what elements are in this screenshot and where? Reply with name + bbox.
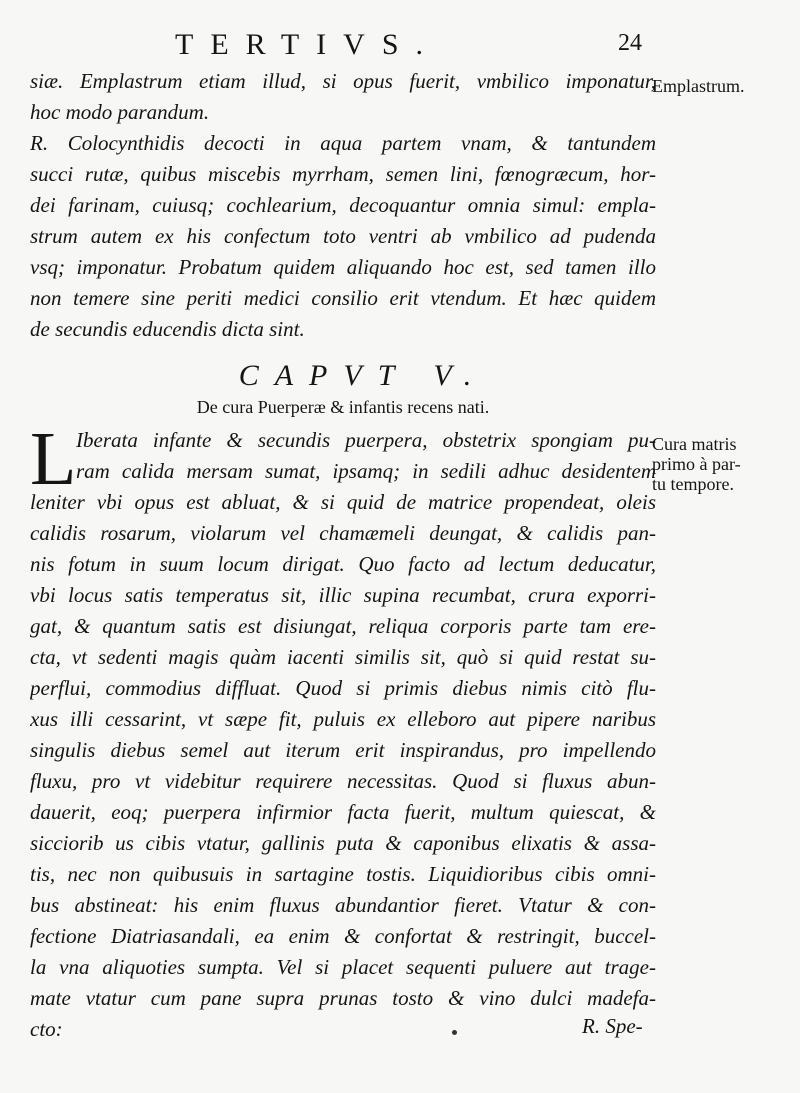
margin-note-cura-matris <box>652 434 741 494</box>
text-line: tis, nec non quibusuis in sartagine tostis. Liquidioribus cibis omni- <box>30 862 656 886</box>
chapter-body <box>30 417 656 1045</box>
text-line: non temere sine periti medici consilio erit vtendum. Et hæc quidem <box>30 286 656 310</box>
text-line: fluxu, pro vt videbitur requirere necessitas. Quod si fluxus abun- <box>30 769 656 793</box>
running-header: TERTIVS. <box>175 28 441 61</box>
text-line: perflui, commodius diffluat. Quod si primis diebus nimis citò flu- <box>30 676 656 700</box>
printer-dot <box>452 1030 457 1035</box>
text-line: nis fotum in suum locum dirigat. Quo facto ad lectum deducatur, <box>30 552 656 576</box>
page-number: 24 <box>618 30 642 56</box>
text-line: dauerit, eoq; puerpera infirmior facta fuerit, multum quiescat, & <box>30 800 656 824</box>
text-line: cto: <box>30 1017 63 1041</box>
text-line: fectione Diatriasandali, ea enim & confortat & restringit, buccel- <box>30 924 656 948</box>
chapter-heading: CAPVT V. <box>238 359 488 392</box>
text-line: hoc modo parandum. <box>30 100 210 124</box>
text-line: cta, vt sedenti magis quàm iacenti similis sit, quò si quid restat su- <box>30 645 656 669</box>
text-line: de secundis educendis dicta sint. <box>30 317 305 341</box>
margin-note-line: tu tempore. <box>652 474 734 494</box>
text-line: calidis rosarum, violarum vel chamæmeli deungat, & calidis pan- <box>30 521 656 545</box>
text-line: leniter vbi opus est abluat, & si quid de matrice propendeat, oleis <box>30 490 656 514</box>
text-line: gat, & quantum satis est disiungat, reliqua corporis parte tam ere- <box>30 614 656 638</box>
drop-cap: L <box>30 417 77 501</box>
paragraph-emplastrum <box>30 66 656 128</box>
text-line: xus illi cessarint, vt sæpe fit, puluis ex elleboro aut pipere naribus <box>30 707 656 731</box>
text-line: bus abstineat: his enim fluxus abundantior fieret. Vtatur & con- <box>30 893 656 917</box>
catchword: R. Spe- <box>582 1014 643 1038</box>
chapter-subtitle: De cura Puerperæ & infantis recens nati. <box>196 397 490 417</box>
text-line: dei farinam, cuiusq; cochlearium, decoquantur omnia simul: empla- <box>30 193 656 217</box>
text-line: vbi locus satis temperatus sit, illic supina recumbat, crura exporri- <box>30 583 656 607</box>
text-line: strum autem ex his confectum toto ventri ab vmbilico ad pudenda <box>30 224 656 248</box>
text-line: vsq; imponatur. Probatum quidem aliquando hoc est, sed tamen illo <box>30 255 656 279</box>
text-line: succi rutæ, quibus miscebis myrrham, semen lini, fœnogræcum, hor- <box>30 162 656 186</box>
text-line: R. Colocynthidis decocti in aqua partem vnam, & tantundem <box>30 131 656 155</box>
text-line: siæ. Emplastrum etiam illud, si opus fuerit, vmbilico imponatur, <box>30 69 656 93</box>
text-line: sicciorib us cibis vtatur, gallinis puta & caponibus elixatis & assa- <box>30 831 656 855</box>
margin-note-line: primo à par- <box>652 454 741 474</box>
text-line: Iberata infante & secundis puerpera, obstetrix spongiam pu- <box>76 428 656 452</box>
text-line: mate vtatur cum pane supra prunas tosto & vino dulci madefa- <box>30 986 656 1010</box>
paragraph-recipe <box>30 128 656 345</box>
text-line: ram calida mersam sumat, ipsamq; in sedili adhuc desidentem <box>76 459 656 483</box>
margin-note-line: Cura matris <box>652 434 737 454</box>
text-line: singulis diebus semel aut iterum erit inspirandus, pro impellendo <box>30 738 656 762</box>
main-text <box>30 66 656 1045</box>
text-line: la vna aliquoties sumpta. Vel si placet sequenti puluere aut trage- <box>30 955 656 979</box>
margin-note-emplastrum: Emplastrum. <box>652 76 745 96</box>
